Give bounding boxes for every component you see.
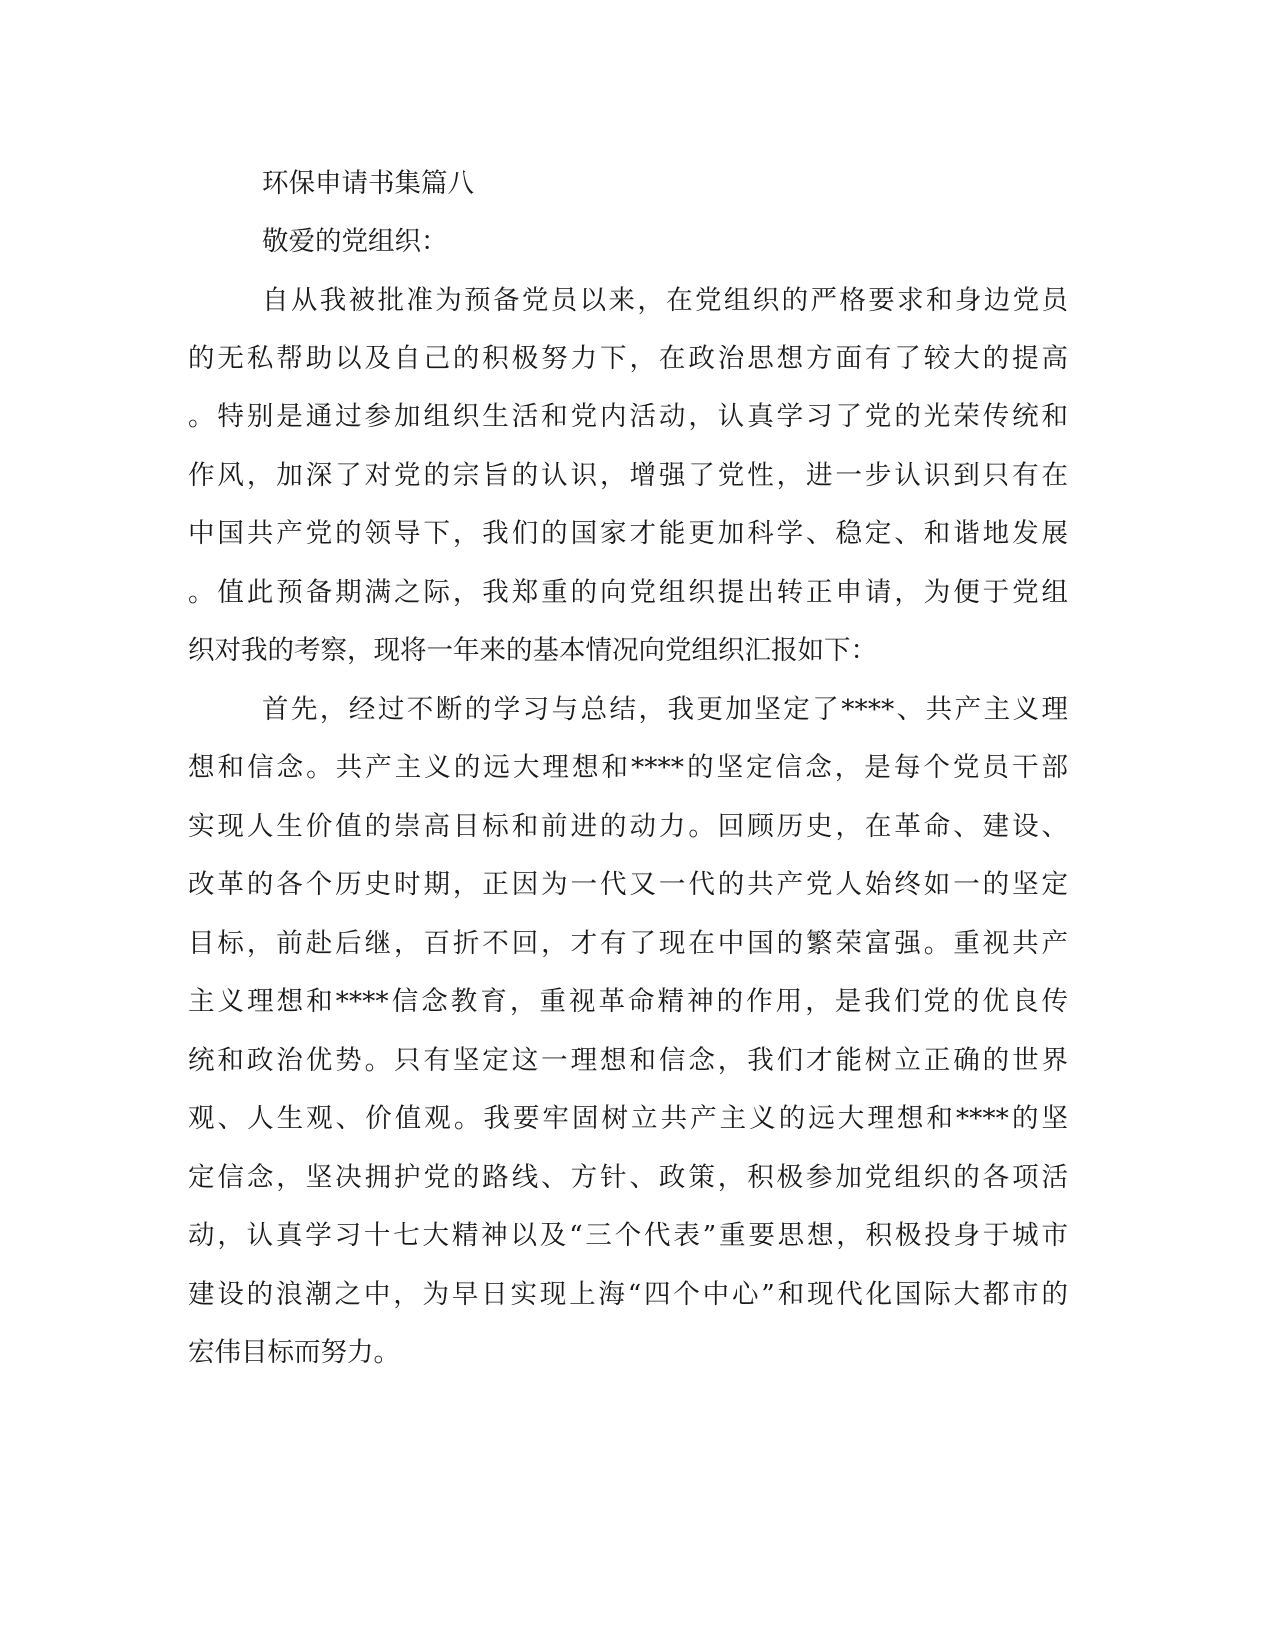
- paragraph-line: 的无私帮助以及自己的积极努力下，在政治思想方面有了较大的提高: [188, 343, 1068, 374]
- paragraph-line: 。特别是通过参加组织生活和党内活动，认真学习了党的光荣传统和: [188, 401, 1068, 432]
- paragraph-line: 实现人生价值的崇高目标和前进的动力。回顾历史，在革命、建设、: [188, 811, 1068, 842]
- paragraph-line: 作风，加深了对党的宗旨的认识，增强了党性，进一步认识到只有在: [188, 460, 1068, 491]
- paragraph-line: 。值此预备期满之际，我郑重的向党组织提出转正申请，为便于党组: [188, 577, 1068, 608]
- paragraph-line: 观、人生观、价值观。我要牢固树立共产主义的远大理想和****的坚: [188, 1103, 1068, 1134]
- paragraph-line: 定信念，坚决拥护党的路线、方针、政策，积极参加党组织的各项活: [188, 1162, 1068, 1193]
- document-heading: 环保申请书集篇八: [262, 168, 474, 199]
- salutation: 敬爱的党组织：: [262, 226, 448, 257]
- paragraph-line: 宏伟目标而努力。: [188, 1337, 400, 1368]
- paragraph-line: 目标，前赴后继，百折不回，才有了现在中国的繁荣富强。重视共产: [188, 928, 1068, 959]
- paragraph-line: 首先，经过不断的学习与总结，我更加坚定了****、共产主义理: [262, 694, 1068, 725]
- paragraph-line: 改革的各个历史时期，正因为一代又一代的共产党人始终如一的坚定: [188, 869, 1068, 900]
- paragraph-line: 中国共产党的领导下，我们的国家才能更加科学、稳定、和谐地发展: [188, 518, 1068, 549]
- paragraph-line: 建设的浪潮之中，为早日实现上海“四个中心”和现代化国际大都市的: [188, 1279, 1068, 1310]
- paragraph-line: 想和信念。共产主义的远大理想和****的坚定信念，是每个党员干部: [188, 752, 1068, 783]
- paragraph-line: 自从我被批准为预备党员以来，在党组织的严格要求和身边党员: [262, 285, 1068, 316]
- paragraph-line: 织对我的考察，现将一年来的基本情况向党组织汇报如下：: [188, 635, 877, 666]
- paragraph-line: 主义理想和****信念教育，重视革命精神的作用，是我们党的优良传: [188, 986, 1068, 1017]
- paragraph-line: 动，认真学习十七大精神以及“三个代表”重要思想，积极投身于城市: [188, 1220, 1068, 1251]
- paragraph-line: 统和政治优势。只有坚定这一理想和信念，我们才能树立正确的世界: [188, 1045, 1068, 1076]
